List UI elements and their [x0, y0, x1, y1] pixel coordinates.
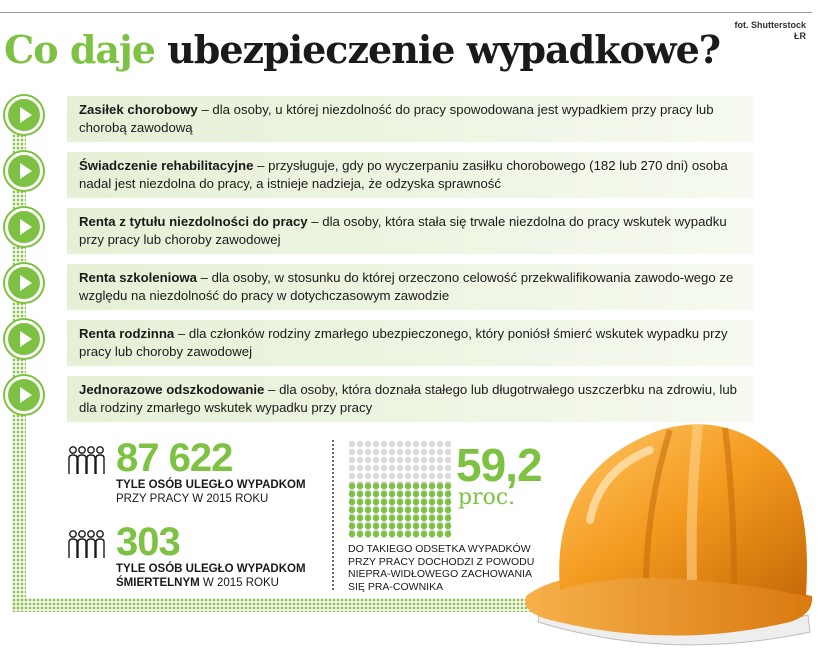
play-icon [5, 264, 43, 302]
item-desc: – dla osoby, która stała się trwale niezdolna do pracy wskutek wypadku przy pracy lub choroby zawodowej [79, 214, 727, 247]
item-name: Zasiłek chorobowy [79, 102, 198, 117]
page-title [4, 27, 720, 72]
play-icon [5, 376, 43, 414]
top-rule [0, 12, 812, 13]
list-item [67, 96, 753, 142]
dot-grid-filled [348, 482, 452, 538]
item-desc: – dla członków rodziny zmarłego ubezpieczonego, który poniósł śmierć wskutek wypadku przy pracy lub choroby zawodowej [79, 326, 728, 359]
percent-value: 59,2 [456, 439, 542, 491]
item-desc: – dla osoby, która doznała stałego lub długotrwałego uszczerbku na zdrowiu, lub dla rodziny zmarłego wskutek wypadku przy pracy [79, 382, 737, 415]
list-item [67, 320, 753, 366]
stat-label-bold-2: ŚMIERTELNYM [116, 577, 200, 589]
play-icon [5, 152, 43, 190]
divider [332, 440, 334, 590]
play-icon [5, 320, 43, 358]
list-item [67, 264, 753, 310]
play-icon [5, 96, 43, 134]
people-group-icon [66, 444, 108, 478]
item-name: Renta rodzinna [79, 326, 175, 341]
item-name: Renta z tytułu niezdolności do pracy [79, 214, 308, 229]
item-name: Jednorazowe odszkodowanie [79, 382, 265, 397]
credit-line-1: fot. Shutterstock [734, 20, 806, 30]
stat-label-rest: W 2015 ROKU [199, 577, 279, 589]
list-item [67, 152, 753, 198]
stat-label-bold: TYLE OSÓB ULEGŁO WYPADKOM [116, 479, 306, 491]
item-desc: – dla osoby, w stosunku do której orzeczono celowość przekwalifikowania zawodo-wego ze względu na niezdolność do pracy w dotychczasowym zawodzie [79, 270, 734, 303]
photo-credit [734, 20, 806, 42]
play-icon [5, 208, 43, 246]
percent-unit: proc. [458, 485, 516, 510]
stat-label-bold: TYLE OSÓB ULEGŁO WYPADKOM [116, 563, 306, 575]
stat-accidents-value: 87 622 [116, 436, 233, 480]
list-item [67, 208, 753, 254]
title-part-1: Co daje [4, 27, 155, 72]
people-group-icon [66, 528, 108, 562]
stat-label-rest: PRZY PRACY W 2015 ROKU [116, 493, 269, 505]
credit-line-2: ŁR [794, 31, 806, 41]
stat-fatal-value: 303 [116, 520, 180, 564]
percent-caption: DO TAKIEGO ODSETKA WYPADKÓW PRZY PRACY DOCHODZI Z POWODU NIEPRA-WIDŁOWEGO ZACHOWANIA SIĘ PRA-COWNIKA [348, 543, 535, 593]
hard-hat-icon [520, 400, 820, 664]
dotted-frame-horizontal [12, 598, 532, 612]
stat-accidents-label [116, 478, 306, 506]
stat-fatal-label [116, 562, 306, 590]
item-desc: – przysługuje, gdy po wyczerpaniu zasiłku chorobowego (182 lub 270 dni) osoba nadal jest niezdolna do pracy, a istnieje nadzieja, że odzyska sprawność [79, 158, 728, 191]
item-name: Świadczenie rehabilitacyjne [79, 158, 254, 173]
item-desc: – dla osoby, u której niezdolność do pracy spowodowana jest wypadkiem przy pracy lub chorobą zawodową [79, 102, 714, 135]
title-part-2: ubezpieczenie wypadkowe? [167, 27, 721, 72]
item-name: Renta szkoleniowa [79, 270, 197, 285]
